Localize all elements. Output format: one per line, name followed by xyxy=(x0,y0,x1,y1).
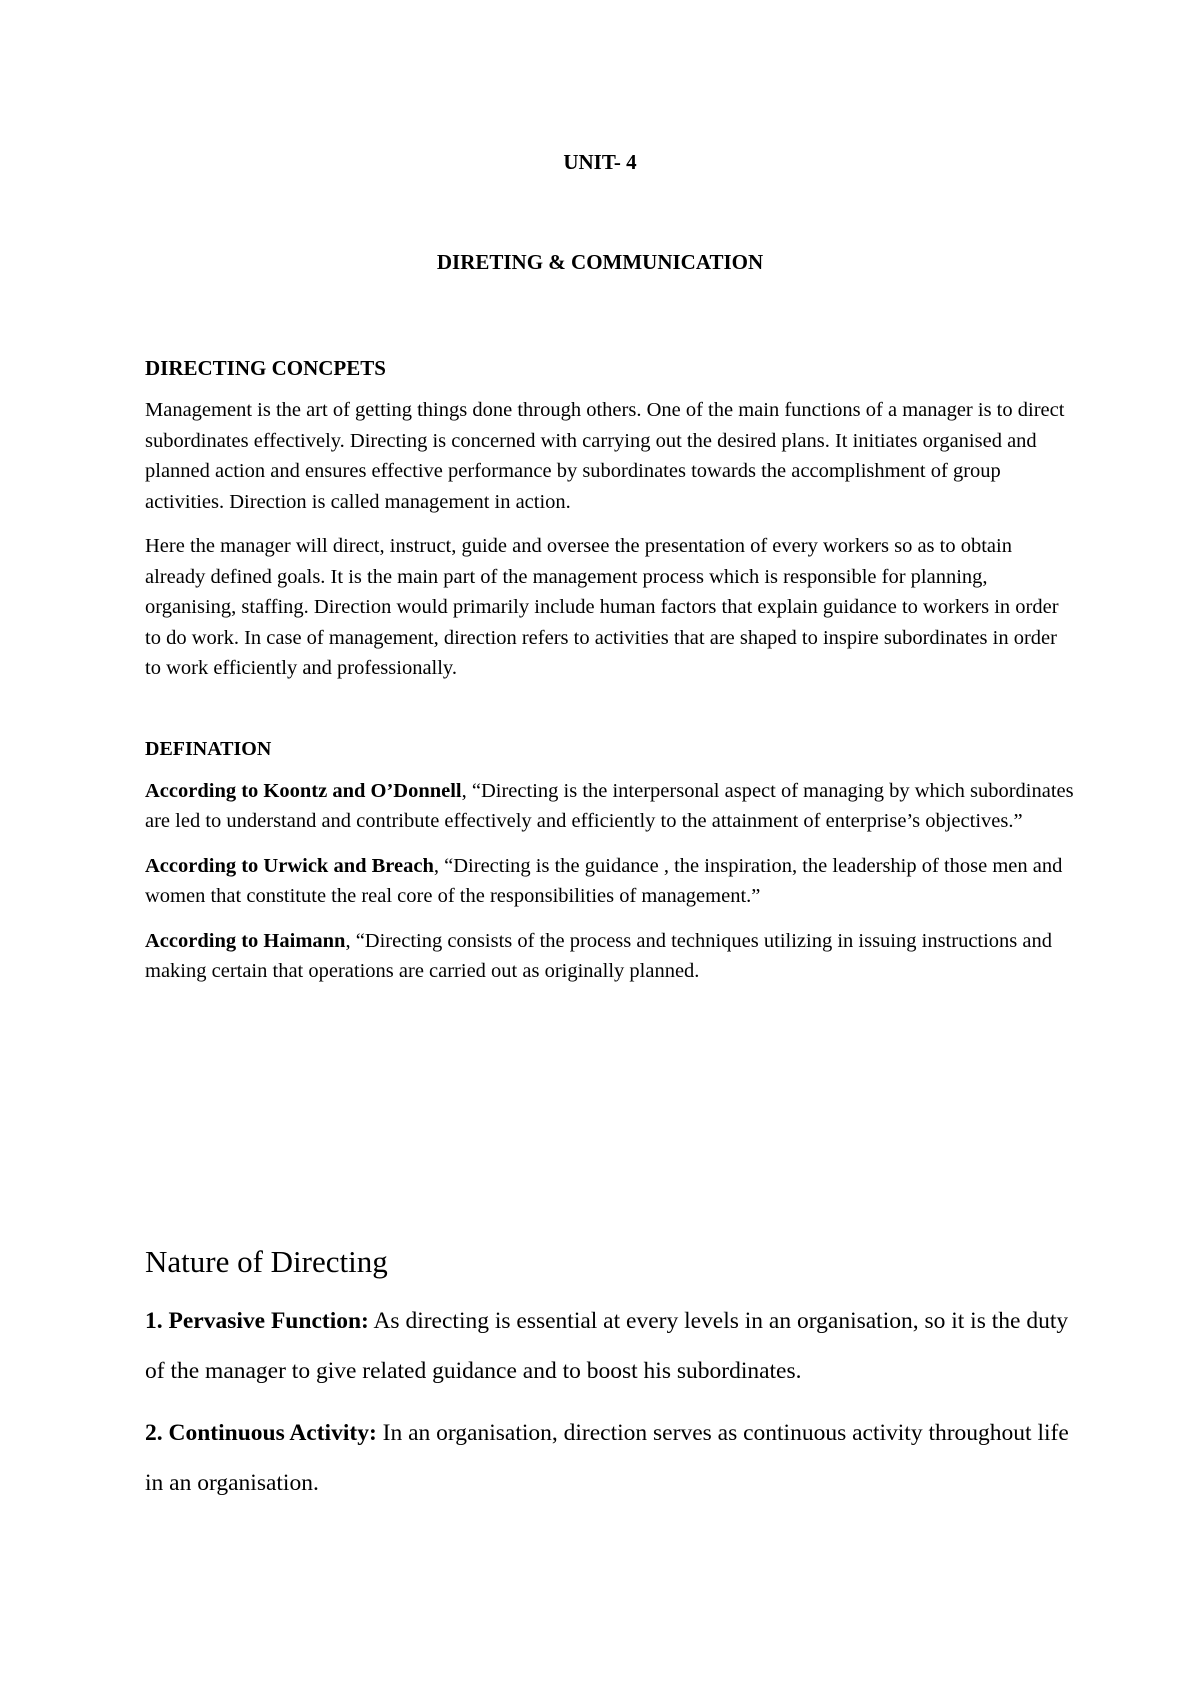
definition-koontz xyxy=(145,776,1075,837)
nature-item-text: In an organisation, direction serves as continuous activity throughout life in an organisation. xyxy=(145,1420,1069,1496)
nature-item-continuous xyxy=(145,1408,1075,1508)
nature-heading: Nature of Directing xyxy=(145,1244,388,1279)
definition-haimann xyxy=(145,926,1075,987)
definition-source: According to Urwick and Breach xyxy=(145,854,434,877)
nature-item-pervasive xyxy=(145,1296,1075,1396)
nature-item-text: As directing is essential at every levels in an organisation, so it is the duty of the manager to give related guidance and to boost his subordinates. xyxy=(145,1308,1069,1384)
unit-title: UNIT- 4 xyxy=(563,150,637,174)
document-title: DIRETING & COMMUNICATION xyxy=(436,250,764,274)
nature-item-label: 2. Continuous Activity: xyxy=(145,1420,377,1446)
definition-text: , “Directing is the guidance , the inspiration, the leadership of those men and women that constitute the real core of the responsibilities of management.” xyxy=(145,854,1063,907)
concepts-heading: DIRECTING CONCPETS xyxy=(145,356,386,380)
definition-source: According to Koontz and O’Donnell xyxy=(145,779,462,802)
definition-heading: DEFINATION xyxy=(145,737,272,760)
definition-text: , “Directing is the interpersonal aspect of managing by which subordinates are led to understand and contribute effectively and efficiently to the attainment of enterprise’s objectives.” xyxy=(145,779,1074,832)
nature-section xyxy=(145,1242,1075,1520)
definition-source: According to Haimann xyxy=(145,929,346,952)
content-body xyxy=(145,355,1075,1001)
concepts-paragraph-2: Here the manager will direct, instruct, guide and oversee the presentation of every workers so as to obtain already defined goals. It is the main part of the management process which is responsible for planning, organising, staffing. Direction would primarily include human factors that explain guidance to workers in order to do work. In case of management, direction refers to activities that are shaped to inspire subordinates in order to work efficiently and professionally. xyxy=(145,535,1059,679)
definition-text: , “Directing consists of the process and techniques utilizing in issuing instructions and making certain that operations are carried out as originally planned. xyxy=(145,929,1053,982)
concepts-paragraph-1: Management is the art of getting things done through others. One of the main functions of a manager is to direct subordinates effectively. Directing is concerned with carrying out the desired plans. It initiates organised and planned action and ensures effective performance by subordinates towards the accomplishment of group activities. Direction is called management in action. xyxy=(145,399,1065,513)
nature-item-label: 1. Pervasive Function: xyxy=(145,1308,369,1334)
definition-urwick xyxy=(145,851,1075,912)
